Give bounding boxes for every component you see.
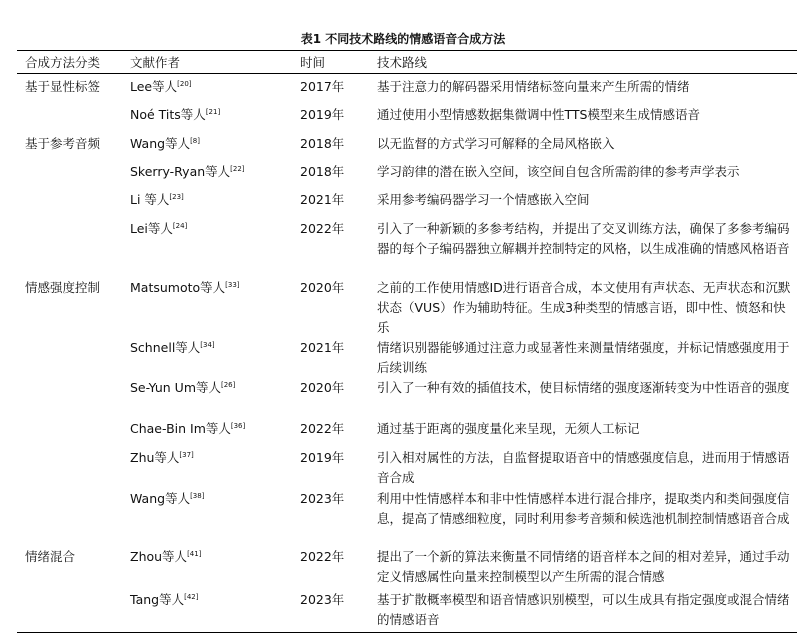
author-name: Schnell等人 — [130, 340, 201, 355]
author-name: Matsumoto等人 — [130, 280, 226, 295]
row-author — [130, 219, 187, 239]
reference-number: [22] — [230, 165, 245, 173]
row-author — [130, 590, 198, 610]
author-name: Wang等人 — [130, 491, 191, 506]
author-name: Zhou等人 — [130, 549, 188, 564]
row-technical-route: 情绪识别器能够通过注意力或显著性来测量情绪强度，并标记情感强度用于后续训练 — [377, 340, 790, 375]
author-name: Noé Tits等人 — [130, 107, 206, 122]
row-year: 2023年 — [300, 491, 345, 506]
author-name: Tang等人 — [130, 592, 185, 607]
reference-number: [24] — [172, 222, 188, 230]
row-year: 2020年 — [300, 380, 345, 395]
header-route: 技术路线 — [377, 55, 428, 70]
header-category: 合成方法分类 — [25, 55, 101, 70]
row-year: 2022年 — [300, 549, 345, 564]
reference-number: [34] — [200, 341, 215, 349]
row-technical-route: 以无监督的方式学习可解释的全局风格嵌入 — [377, 136, 615, 151]
reference-number: [23] — [169, 193, 184, 201]
row-year: 2020年 — [300, 280, 345, 295]
author-name: Li 等人 — [130, 192, 170, 207]
table-top-rule — [17, 50, 797, 51]
reference-number: [20] — [177, 80, 192, 88]
author-name: Lee等人 — [130, 79, 178, 94]
author-name: Lei等人 — [130, 221, 173, 236]
row-author — [130, 378, 235, 398]
row-category: 情感强度控制 — [25, 280, 101, 295]
row-technical-route: 引入相对属性的方法，自监督提取语音中的情感强度信息，进而用于情感语音合成 — [377, 450, 790, 485]
row-year: 2022年 — [300, 221, 345, 236]
row-technical-route: 学习韵律的潜在嵌入空间，该空间自包含所需韵律的参考声学表示 — [377, 164, 740, 179]
row-author — [130, 547, 201, 567]
reference-number: [41] — [187, 550, 202, 558]
row-year: 2018年 — [300, 164, 345, 179]
row-year: 2019年 — [300, 107, 345, 122]
row-author — [130, 162, 245, 182]
row-year: 2022年 — [300, 421, 345, 436]
author-name: Chae-Bin Im等人 — [130, 421, 231, 436]
row-technical-route: 引入了一种有效的插值技术，使目标情绪的强度逐渐转变为中性语音的强度 — [377, 380, 790, 395]
row-year: 2021年 — [300, 192, 345, 207]
row-technical-route: 通过基于距离的强度量化来呈现，无须人工标记 — [377, 421, 640, 436]
row-year: 2021年 — [300, 340, 345, 355]
reference-number: [36] — [230, 422, 246, 430]
row-technical-route: 基于注意力的解码器采用情绪标签向量来产生所需的情绪 — [377, 79, 690, 94]
row-technical-route: 提出了一个新的算法来衡量不同情绪的语音样本之间的相对差异，通过手动定义情感属性向量来控制模型以产生所需的混合情感 — [377, 549, 790, 584]
row-author — [130, 278, 240, 298]
row-technical-route: 采用参考编码器学习一个情感嵌入空间 — [377, 192, 590, 207]
row-author — [130, 419, 245, 439]
table-caption: 表1 不同技术路线的情感语音合成方法 — [300, 32, 506, 46]
row-category: 基于参考音频 — [25, 136, 101, 151]
row-author — [130, 338, 215, 358]
header-author: 文献作者 — [130, 55, 181, 70]
reference-number: [33] — [225, 281, 240, 289]
reference-number: [42] — [184, 593, 199, 601]
row-year: 2023年 — [300, 592, 345, 607]
reference-number: [26] — [221, 381, 236, 389]
row-year: 2018年 — [300, 136, 345, 151]
row-year: 2017年 — [300, 79, 345, 94]
author-name: Zhu等人 — [130, 450, 180, 465]
author-name: Wang等人 — [130, 136, 191, 151]
reference-number: [8] — [190, 137, 200, 145]
row-author — [130, 190, 184, 210]
table-header-rule — [17, 73, 797, 74]
row-category: 基于显性标签 — [25, 79, 101, 94]
row-author — [130, 77, 192, 97]
row-technical-route: 之前的工作使用情感ID进行语音合成，本文使用有声状态、无声状态和沉默状态（VUS）作为辅助特征。生成3种类型的情感言语，即中性、愤怒和快乐 — [377, 280, 791, 335]
row-author — [130, 134, 200, 154]
row-year: 2019年 — [300, 450, 345, 465]
row-technical-route: 基于扩散概率模型和语音情感识别模型，可以生成具有指定强度或混合情绪的情感语音 — [377, 592, 790, 627]
row-author — [130, 489, 204, 509]
header-year: 时间 — [300, 55, 326, 70]
reference-number: [21] — [205, 108, 221, 116]
row-author — [130, 105, 220, 125]
table-bottom-rule — [17, 632, 797, 633]
row-technical-route: 利用中性情感样本和非中性情感样本进行混合排序，提取类内和类间强度信息，提高了情感细粒度，同时利用参考音频和候选池机制控制情感语音合成 — [377, 491, 790, 526]
row-author — [130, 448, 194, 468]
row-technical-route: 通过使用小型情感数据集微调中性TTS模型来生成情感语音 — [377, 107, 700, 122]
author-name: Se-Yun Um等人 — [130, 380, 221, 395]
author-name: Skerry-Ryan等人 — [130, 164, 231, 179]
row-technical-route: 引入了一种新颖的多参考结构，并提出了交叉训练方法，确保了多参考编码器的每个子编码器独立解耦并控制特定的风格，以生成准确的情感风格语音 — [377, 221, 790, 256]
reference-number: [37] — [179, 451, 194, 459]
reference-number: [38] — [190, 492, 205, 500]
row-category: 情绪混合 — [25, 549, 76, 564]
